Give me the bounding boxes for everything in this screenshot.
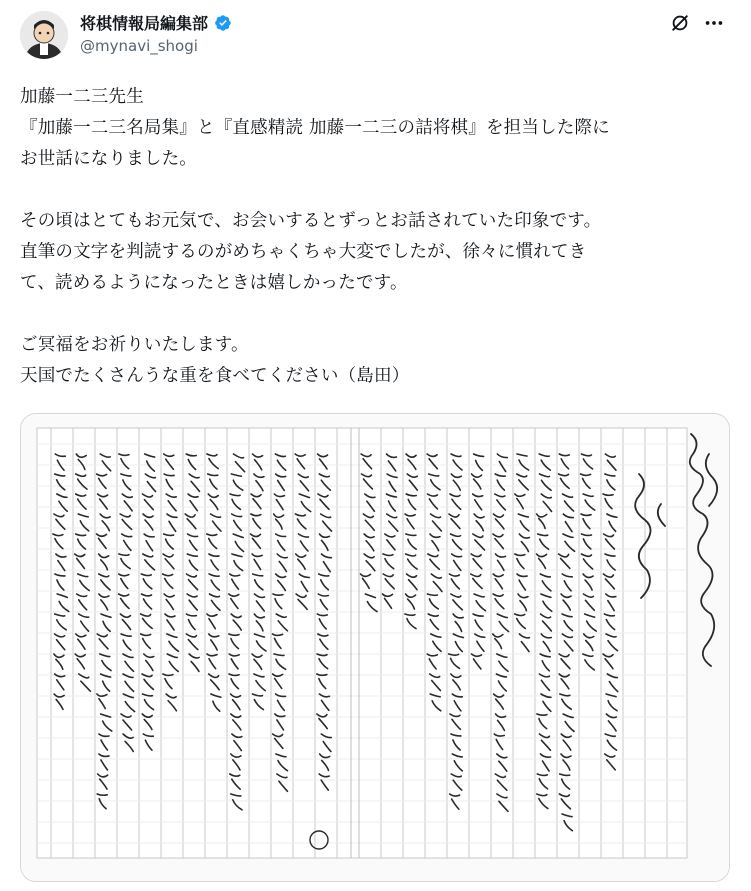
tweet-line: その頃はとてもお元気で、お会いするとずっとお話されていた印象です。 [20, 211, 602, 231]
tweet-header [0, 0, 751, 70]
avatar-figure-icon [20, 11, 68, 59]
more-options-icon[interactable] [703, 12, 725, 34]
tweet-line: ご冥福をお祈りいたします。 [20, 335, 249, 355]
tweet-line: 天国でたくさんうな重を食べてください（島田） [20, 366, 410, 386]
tweet-media-photo[interactable] [20, 413, 730, 882]
author-handle[interactable]: @mynavi_shogi [80, 37, 198, 55]
author-display-name[interactable]: 将棋情報局編集部 [80, 14, 209, 33]
author-name-row[interactable] [80, 11, 232, 34]
verified-badge-icon [214, 14, 232, 32]
handwritten-manuscript-image [21, 414, 729, 881]
tweet-line: お世話になりました。 [20, 149, 197, 169]
tweet-line: 加藤一二三先生 [20, 87, 144, 107]
tweet-line: 『加藤一二三名局集』と『直感精読 加藤一二三の詰将棋』を担当した際に [20, 118, 610, 138]
paragraph-gap [20, 299, 735, 330]
paragraph-gap [20, 175, 735, 206]
tweet-text [20, 82, 735, 392]
tweet-line: 直筆の文字を判読するのがめちゃくちゃ大変でしたが、徐々に慣れてき [20, 242, 587, 262]
tweet-line: て、読めるようになったときは嬉しかったです。 [20, 273, 408, 293]
avatar[interactable] [20, 11, 68, 59]
grok-icon[interactable] [669, 12, 691, 34]
